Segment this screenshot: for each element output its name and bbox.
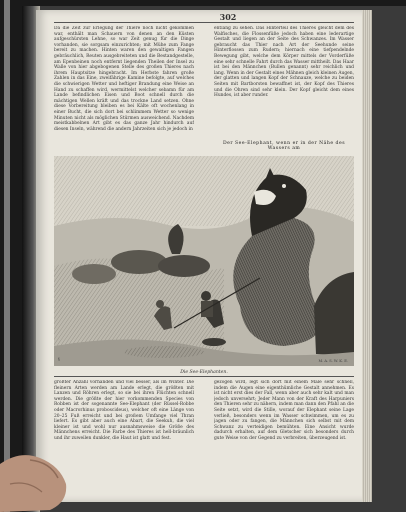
paragraph: Nachdem meistkabbelnen Art gibt es das ganze Jahr hindurch auf diesen Inseln, während die andern Jahrzeiten sich je jedoch in: [54, 115, 194, 132]
engraver-signature: M. A. S. W. K. E.: [318, 359, 348, 363]
sea-elephants-engraving: [54, 156, 354, 366]
paragraph: entlang zu sehen. Das Hinterteil des Thieres gleicht dem des Walfisches, die Flossenfüße jedoch haben eine lederartige Gestalt und liegen an der Seite des Schwanzes. Im Wasser gebraucht das Thier nach Art der Seehunde seine Hinterflossen zum Rudern; hiernach eine tiefpendelnde Bewegung gibt, welche dem Körper mittels der Vorderfüße eine sehr schnelle Fahrt durch das Wasser mittheilt. Das Haar ist bei den Männchen (Bullen genannt) sehr reichlich und lang. Wenn in der Gestalt eines Mähnen gleich kleinen Augen, der glatten und langen Kopf der Schnauze, welche zu beiden Seiten mit Bartborsten bewaffnet ist, der Kopf des Thieres und die Ohren sind sehr klein. Der Kopf gleicht dem eines Hundes, ist aber runder.: [214, 26, 354, 99]
section-heading: Der See-Elephant, wenn er in der Nähe des Wassers am: [222, 141, 346, 151]
right-column-bottom: [214, 380, 354, 498]
hand-holding-page: [0, 444, 68, 512]
caption-rule: [54, 376, 354, 377]
paragraph: größter Anzahl vorhanden und viel besser, als im Winter. Die fleinern Arten werden am Lande erlegt, die größten mit Lanzen und Röhren erlegt, so sie bei ihren Flüchten schnell werden. Die größte der hier vorkommenden Species von Robben ist der sogenannte See-Elephant (der Rüssel-Robbe oder Macrorhinus proboscideus), welcher oft eine Länge von 20–25 Fuß erreicht und bei großem Umfange viel Thran liefert. Es gibt aber auch eine Abart, die Seekuh, die viel kleiner ist und wohl nur ausnahmsweise die Größe des Männchens erreicht. Die Farbe des Thieres ist hell-bräunlich und ihr zuweilen dunkler, die Haut ist glatt und fest.: [54, 380, 194, 441]
paragraph: Da die Zeit zur Erlegung der Thiere noch nicht gekommen war, enthält man Schauern von denen an den Küsten aufgeschürsten Lehne, so war Zeit genug für die Dinge vorhanden, sie sorgsam einzurichten; mit Mühe zum Fange bereit zu machen. Hinten waren den gewaltigen Fangen gebräuchlich, Reuten ausgebreiteten und die Bestandgestelle, am Epenbeinen noch entfernt liegenden Theilen der Insel zu Walle von hier abgebogenen Stelle des großen Thieres nach ihrem Hauptsitze hingebracht. Im Herbste fahren große Zahlen in das Eine, zweifährige Kamine befolgte, auf welches die schwierigen Wetter und heftiger Brandung eine Weise an Hand zu schaffen wird, wermittelst welcher sebamn für am Lande befindlichen Eisen und Boot schnell durch die mächtigen Wellen kräft und das trockne Land setzen. Ohne diese Vorbereitung bleiben es bei Kälte oft wochenlang in einer Bucht, die sich dort bei schlimmem Wetter so wenige Minuten nicht als möglichen Stürmen ausweichend.: [54, 26, 194, 121]
scanner-edge: [4, 0, 10, 512]
figure-caption: Die See-Elephanten.: [180, 370, 228, 375]
engraving-illustration: [54, 156, 354, 366]
book-page: [36, 10, 372, 502]
header-rule: [54, 22, 354, 23]
page-number: 302: [219, 12, 237, 22]
left-column-top: [54, 26, 194, 154]
svg-text:§: §: [58, 357, 60, 361]
page-edge: [362, 10, 372, 502]
left-column-bottom: [54, 380, 194, 498]
right-column-top: [214, 26, 354, 138]
paragraph: gezogen wird, legt sich dort mit einem Male sehr schnell, indem die Augen eine eigenthümliche Gestalt annehmen. Es ist nicht erst dies der Fall, wenn aber auch sehr kalt und man jedoch unversehrt; Jeder Mann von der Kraft des Harpuniers den Thieren sehr zu nähern, indem man dann den Pfahl an die Seite setzt, wird die Stille, worauf der Elephant seine Lage verließ, besonders wenn im Wasser schwimmen, um es zu jagen oder zu fangen, die Männchen sich selbst mit dem Schwanz zu verteidigen bemühten. Eine Ansicht wurde dadurch erhalten, auf dem Gletscher sich besonders durch gute Weise von der Gegend zu verbreiten, überzeugend ist.: [214, 380, 354, 441]
